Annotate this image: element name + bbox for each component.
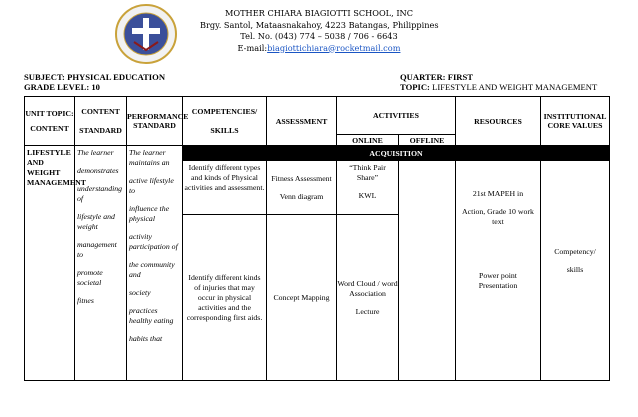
assessment-fitness: Fitness Assessment — [271, 173, 332, 183]
institutional-values-cell — [541, 161, 610, 381]
quarter-label: QUARTER: — [400, 72, 446, 82]
content-line: understanding of — [77, 184, 123, 203]
acquisition-banner: ACQUISITION — [183, 146, 610, 161]
school-address: Brgy. Santol, Mataasnakahoy, 4223 Batangas, Philippines — [200, 19, 439, 30]
header-institutional-values: INSTITUTIONAL CORE VALUES — [541, 97, 610, 146]
document-header — [0, 0, 638, 70]
resources-cell — [456, 161, 541, 381]
value-competency: Competency/ — [554, 247, 596, 256]
word-cloud: Word Cloud / word Association — [337, 278, 398, 298]
topic-value: LIFESTYLE AND WEIGHT MANAGEMENT — [432, 82, 598, 92]
header-offline: OFFLINE — [399, 135, 456, 146]
grade-line — [24, 82, 100, 93]
content-line: fitnes — [77, 296, 94, 305]
content-line: lifestyle and weight — [77, 212, 115, 231]
content-line: demonstrates — [77, 166, 119, 175]
assessment-1 — [267, 161, 337, 215]
performance-line: activity participation of — [129, 232, 178, 251]
content-header-text: CONTENT — [81, 107, 120, 116]
school-email-line — [200, 43, 438, 55]
think-pair-share: “Think Pair Share” — [349, 163, 386, 182]
school-email-link[interactable]: biagiottichiara@rocketmail.com — [267, 42, 401, 53]
competency-2: Identify different kinds of injuries that may occur in physical activities and the corresponding first aids. — [183, 215, 267, 381]
lecture: Lecture — [355, 306, 380, 316]
performance-line: practices healthy eating — [129, 306, 174, 325]
resource-mapeh: 21st MAPEH in — [472, 189, 524, 198]
performance-line: active lifestyle to — [129, 176, 174, 195]
unit-topic-header-text: UNIT TOPIC: — [25, 109, 74, 118]
unit-topic-cell: LIFESTYLE AND WEIGHT MANAGEMENT — [25, 146, 75, 381]
grade-label: GRADE LEVEL: — [24, 82, 90, 92]
content-line: promote societal — [77, 268, 103, 287]
offline-activity-cell — [399, 161, 456, 381]
competencies-header-text: COMPETENCIES/ — [191, 107, 258, 116]
subject-value: PHYSICAL EDUCATION — [67, 72, 166, 82]
header-content-standard — [75, 97, 127, 146]
skills-header-text: SKILLS — [210, 126, 239, 135]
header-activities: ACTIVITIES — [337, 97, 456, 135]
performance-header-text: PERFORMANCE — [127, 112, 189, 121]
resource-action: Action, Grade 10 work text — [462, 207, 534, 226]
kwl: KWL — [358, 191, 377, 200]
standard-header-text: STANDARD — [79, 126, 122, 135]
performance-standard-header-text: STANDARD — [133, 121, 176, 130]
assessment-venn: Venn diagram — [279, 191, 324, 201]
school-info — [200, 8, 438, 54]
content-line: The learner — [77, 148, 114, 157]
value-skills: skills — [566, 265, 584, 274]
header-online: ONLINE — [337, 135, 399, 146]
topic-line — [400, 82, 597, 93]
header-resources: RESOURCES — [456, 97, 541, 146]
content-label-text: CONTENT — [30, 124, 69, 133]
subject-label: SUBJECT: — [24, 72, 65, 82]
header-competencies — [183, 97, 267, 146]
quarter-value: FIRST — [447, 72, 474, 82]
performance-line: The learner maintains an — [129, 148, 170, 167]
assessment-2: Concept Mapping — [267, 215, 337, 381]
performance-standard-cell — [127, 146, 183, 381]
header-unit-topic — [25, 97, 75, 146]
performance-line: habits that — [129, 334, 163, 343]
performance-line: the community and — [129, 260, 175, 279]
online-activity-1 — [337, 161, 399, 215]
resource-powerpoint: Power point Presentation — [478, 271, 518, 290]
topic-label: TOPIC: — [400, 82, 430, 92]
school-seal-icon — [112, 2, 180, 66]
email-label: E-mail: — [237, 42, 268, 53]
performance-line: society — [129, 288, 151, 297]
header-performance-standard — [127, 97, 189, 146]
performance-line: influence the physical — [129, 204, 170, 223]
school-telephone: Tel. No. (043) 774 – 5038 / 706 - 6643 — [240, 31, 398, 41]
school-name: MOTHER CHIARA BIAGIOTTI SCHOOL, INC — [225, 8, 413, 18]
competency-1: Identify different types and kinds of Physical activities and assessment. — [183, 161, 267, 215]
grade-value: 10 — [91, 82, 100, 92]
content-line: management to — [77, 240, 117, 259]
online-activity-2 — [337, 215, 399, 381]
curriculum-table — [24, 96, 610, 381]
header-assessment: ASSESSMENT — [267, 97, 337, 146]
